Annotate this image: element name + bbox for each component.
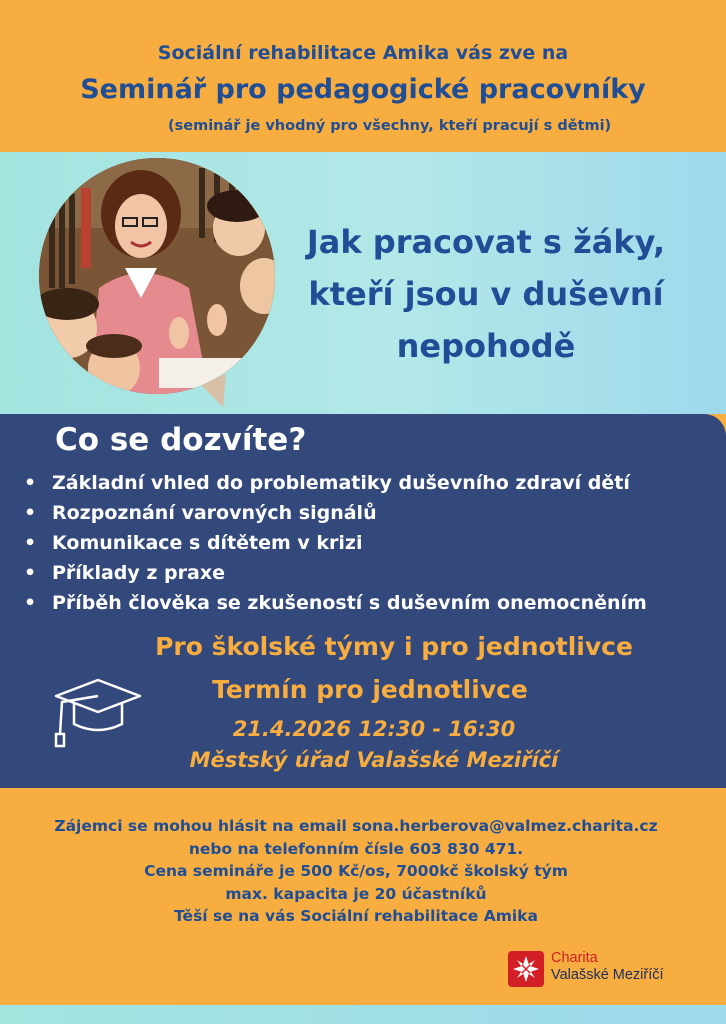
headline-line-2: kteří jsou v duševní bbox=[308, 275, 664, 313]
panel-title: Co se dozvíte? bbox=[55, 422, 307, 458]
organizer-line: Sociální rehabilitace Amika vás zve na bbox=[157, 42, 569, 64]
contact-line-phone: nebo na telefonním čísle 603 830 471. bbox=[188, 839, 524, 858]
bullet-icon: • bbox=[24, 592, 37, 614]
seminar-note: (seminář je vhodný pro všechny, kteří pracují s dětmi) bbox=[168, 118, 612, 134]
charita-logo-text bbox=[551, 950, 664, 984]
contact-line-capacity: max. kapacita je 20 účastníků bbox=[225, 884, 487, 903]
term-title: Termín pro jednotlivce bbox=[212, 675, 528, 704]
list-item: • Základní vhled do problematiky duševního zdraví dětí bbox=[22, 468, 647, 498]
footer-strip bbox=[0, 1005, 726, 1024]
contact-line-price: Cena semináře je 500 Kč/os, 7000kč školský tým bbox=[144, 862, 568, 880]
contact-info bbox=[0, 815, 712, 928]
bullet-icon: • bbox=[24, 532, 37, 554]
seminar-title: Seminář pro pedagogické pracovníky bbox=[80, 74, 646, 105]
audience-line: Pro školské týmy i pro jednotlivce bbox=[155, 632, 633, 661]
list-item: • Příběh člověka se zkušeností s duševním onemocněním bbox=[22, 588, 647, 618]
bullet-icon: • bbox=[24, 472, 37, 494]
list-item: • Komunikace s dítětem v krizi bbox=[22, 528, 647, 558]
logo-line-1: Charita bbox=[551, 950, 598, 966]
teacher-photo bbox=[39, 158, 275, 394]
term-place: Městský úřad Valašské Meziříčí bbox=[189, 748, 559, 772]
logo-line-2: Valašské Meziříčí bbox=[551, 967, 664, 983]
topic-headline bbox=[286, 216, 686, 372]
list-item: • Příklady z praxe bbox=[22, 558, 647, 588]
bullet-icon: • bbox=[24, 502, 37, 524]
term-date: 21.4.2026 12:30 - 16:30 bbox=[232, 717, 516, 741]
list-item: • Rozpoznání varovných signálů bbox=[22, 498, 647, 528]
topics-list bbox=[22, 468, 647, 618]
headline-line-3: nepohodě bbox=[396, 327, 576, 365]
headline-line-1: Jak pracovat s žáky, bbox=[306, 223, 666, 261]
contact-line-greeting: Těší se na vás Sociální rehabilitace Amika bbox=[174, 907, 538, 925]
charita-cross-logo bbox=[508, 951, 544, 987]
contact-line-email: Zájemci se mohou hlásit na email sona.herberova@valmez.charita.cz bbox=[54, 817, 658, 835]
bullet-icon: • bbox=[24, 562, 37, 584]
